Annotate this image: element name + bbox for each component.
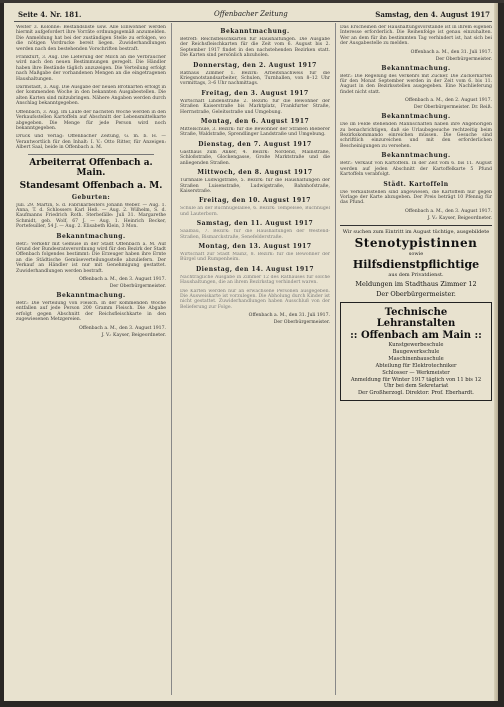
schedule-date: Montag, den 6. August 1917	[200, 118, 310, 126]
schedule-entry: Wirtschaft zur Stadt Mainz, 8. Bezirk: für die Bewohner der Bürgel und Rumpenheim.	[180, 251, 330, 263]
notice-heading: Bekanntmachung.	[220, 28, 290, 35]
schedule-date: Montag, den 13. August 1917	[198, 242, 312, 250]
notice-heading: Bekanntmachung.	[381, 64, 451, 72]
notice-heading: Bekanntmachung.	[56, 232, 126, 240]
ad-title-secondary: Hilfsdienstpflichtige	[352, 257, 480, 271]
notice-date: Offenbach a. M., den 2. August 1917.	[404, 98, 492, 104]
school-title: Technische Lehranstalten	[376, 306, 456, 329]
notice-date: Offenbach a. M., den 3. August 1917.	[404, 208, 492, 214]
ad-conjunction: sowie	[408, 250, 424, 257]
news-paragraph: Weiter 3. Kolonne: Bestandsliste usw. Alle Einwohner werden hiermit aufgefordert ihre Vorräte ordnungsgemäß anzumelden. Die Anmeldung hat bei der zuständigen Stelle zu erfolgen, wo die nötigen Vordrucke bereit liegen. Zuwiderhandlungen werden nach den bestehenden Vorschriften bestraft.	[16, 25, 166, 52]
notice-body: Betr.: Verkauf von Kartoffeln. In der Zeit vom 6. bis 11. August werden auf jeden Abschnitt der Kartoffelkarte 5 Pfund Kartoffeln verabfolgt.	[340, 161, 492, 178]
schedule-entry: Turnhalle Ludwigstraße, 5. Bezirk: für die Haushaltungen der Straßen Luisenstraße, Ludwigstraße, Bahnhofstraße, Kaiserstraße.	[180, 178, 330, 194]
page-header	[14, 9, 492, 22]
council-heading: Arbeiterrat Offenbach a. Main.	[29, 157, 153, 178]
schedule-entry: Mittelschule, 3. Bezirk: für die Bewohner der Straßen Bieberer Straße, Waldstraße, Sprendlinger Landstraße und Umgebung.	[180, 127, 330, 138]
notice-signature: Der Oberbürgermeister.	[273, 320, 330, 326]
notice-date: Offenbach a. M., den 3. August 1917.	[78, 277, 166, 282]
civil-registry-heading: Standesamt Offenbach a. M.	[19, 180, 163, 191]
notice-intro: Betreff: Reichsfleischkarten für Haushaltungen. Die Ausgabe der Reichsfleischkarten für die Zeit vom 6. August bis 2. September 1917 findet in den nachstehenden Bezirken statt. Die Karten sind persönlich abzuholen.	[180, 37, 330, 59]
notice-heading: Bekanntmachung.	[56, 292, 126, 299]
school-department: Maschinenbauschule	[388, 355, 444, 362]
ad-intro: Wir suchen zum Eintritt im August tüchtige, ausgebildete	[342, 228, 490, 235]
ad-contact: Meldungen im Stadthaus Zimmer 12	[355, 279, 477, 288]
school-advertisement	[340, 302, 492, 401]
school-department: Abteilung für Elektrotechniker	[375, 362, 457, 369]
notice-body: Betr.: Die Verteilung von Fleisch. In der kommenden Woche entfallen auf jede Person 200 Gramm Fleisch. Die Abgabe erfolgt gegen Abschnitt der Reichsfleischkarte in den zugewiesenen Metzgereien.	[16, 301, 166, 323]
notice-body: Die Verkaufsstellen sind angewiesen, die Kartoffeln nur gegen Vorlage der Karte abzugeben. Der Preis beträgt 10 Pfennig für das Pfund.	[340, 189, 492, 206]
schedule-date: Dienstag, den 14. August 1917	[195, 265, 315, 273]
schedule-entry: Gasthaus zum Anker, 4. Bezirk: Nordend, Mainstraße, Schloßstraße, Glockengasse, Große Marktstraße und die anliegenden Straßen.	[180, 149, 330, 166]
schedule-date: Mittwoch, den 8. August 1917	[197, 169, 313, 177]
notice-heading: Städt. Kartoffeln	[383, 180, 449, 188]
notice-date: Offenbach a. M., den 3. August 1917.	[78, 325, 166, 331]
schedule-entry: Rathaus Zimmer 1. Bezirk: Arbeitsnachweis für die Kriegsnotstandsarbeiter, Schulen, Turnhallen, von 8–12 Uhr vormittags, 3–6 Uhr nachmittags.	[180, 70, 330, 87]
column-right	[340, 25, 492, 695]
notice-body: Betr.: Die Regelung des Verkehrs mit Zucker. Die Zuckerkarten für den Monat September werden in der Zeit vom 6. bis 11. August in den Bezirksstellen ausgegeben. Eine Nachlieferung findet nicht statt.	[340, 73, 492, 95]
schedule-date: Freitag, den 3. August 1917	[201, 89, 309, 97]
notice-signature: Der Oberbürgermeister.	[435, 56, 492, 62]
school-director: Der Großherzogl. Direktor: Prof. Eberhardt.	[358, 389, 474, 396]
school-department: Schlosser — Werkmeister	[382, 369, 450, 376]
notice-heading: Bekanntmachung.	[381, 113, 451, 121]
school-registration: Anmeldung für Winter 1917 täglich von 11 bis 12 Uhr bei dem Sekretariat	[350, 376, 482, 389]
ad-title: Stenotypistinnen	[354, 235, 478, 250]
schedule-date: Dienstag, den 7. August 1917	[198, 140, 312, 148]
notice-signature: J. V.: Kayser, Beigeordneter.	[427, 215, 492, 221]
notice-date: Offenbach a. M., den 31. Juli 1917.	[410, 49, 492, 55]
news-paragraph: Frankfurt, 3. Aug. Die Lieferung der Milch an die Verbraucher wird nach den neuen Bestimmungen geregelt. Die Händler haben ihre Bestände täglich anzuzeigen. Die Verteilung erfolgt nach Maßgabe der vorhandenen Mengen an die eingetragenen Haushaltungen.	[16, 55, 166, 82]
header-page-number: Seite 4. Nr. 181.	[18, 10, 82, 19]
schedule-entry: Saalbau, 7. Bezirk: für die Haushaltungen der Westend-Straßen, Bismarckstraße, Senefelderstraße.	[180, 229, 330, 240]
notice-body: Betr.: Verkehr mit Gemüse in der Stadt Offenbach a. M. Auf Grund der Bundesratsverordnung wird für den Bezirk der Stadt Offenbach folgendes bestimmt: Die Erzeuger haben ihre Ernte an die Städtische Gemüseverteilungsstelle abzuliefern. Der Verkauf an Händler ist nur mit Genehmigung gestattet. Zuwiderhandlungen werden bestraft.	[16, 241, 166, 274]
page-edge	[494, 3, 498, 701]
notice-continuation: Das Erscheinen der Haushaltungsvorstände ist in ihrem eigenen Interesse erforderlich. Die Reihenfolge ist genau einzuhalten. Wer an dem für ihn bestimmten Tag verhindert ist, hat sich bei der Ausgabestelle zu melden.	[340, 25, 492, 47]
imprint: Druck und Verlag: Offenbacher Zeitung, G. m. b. H. — Verantwortlich für den Inhalt: I. V.: Otto Ritter, für Anzeigen: Albert Saal, beide in Offenbach a. M.	[16, 134, 166, 151]
notice-date: Offenbach a. M., den 31. Juli 1917.	[248, 313, 330, 319]
schedule-entry: Nachträgliche Ausgabe in Zimmer 12 des Rathauses für solche Haushaltungen, die an ihrem Bezirkstag verhindert waren.	[180, 274, 330, 286]
divider	[28, 154, 154, 155]
school-location: :: Offenbach am Main ::	[350, 329, 482, 341]
civil-registry-subheading: Geburten:	[71, 193, 111, 201]
ad-detail: aus dem Privatdienst.	[388, 271, 444, 278]
schedule-date: Freitag, den 10. August 1917	[199, 197, 311, 205]
notice-signature: Der Oberbürgermeister.	[109, 284, 166, 289]
civil-registry-entries: Juli. 29. Martin, S. d. Fabrikarbeiters Johann Weber. — Aug. 1. Anna, T. d. Schlossers Karl Heß. — Aug. 2. Wilhelm, S. d. Kaufmanns Friedrich Roth. Sterbefälle: Juli 31. Margarethe Schmidt, geb. Wolf, 67 J. — Aug. 1. Heinrich Becker, Portefeuiller, 54 J. — Aug. 2. Elisabeth Klein, 3 Mon.	[16, 202, 166, 230]
notice-heading: Bekanntmachung.	[381, 152, 451, 160]
ad-signature: Der Oberbürgermeister.	[376, 289, 456, 298]
schedule-date: Samstag, den 11. August 1917	[196, 220, 314, 228]
column-left	[16, 25, 166, 695]
column-middle	[180, 25, 330, 695]
school-department: Kunstgewerbeschule	[388, 341, 444, 348]
schedule-entry: Schule an der Buchhügelallee, 6. Bezirk: Tempelsee, Buchhügel und Lauterborn.	[180, 206, 330, 217]
school-department: Baugewerkschule	[392, 348, 440, 355]
notice-body: Die im Felde stehenden Mannschaften haben ihre Angehörigen zu benachrichtigen, daß sie Urlaubsgesuche rechtzeitig beim Bezirkskommando einreichen müssen. Die Gesuche sind schriftlich einzureichen und mit den erforderlichen Bescheinigungen zu versehen.	[340, 122, 492, 149]
schedule-date: Donnerstag, den 2. August 1917	[193, 61, 317, 69]
news-paragraph: Darmstadt, 3. Aug. Die Ausgabe der neuen Brotkarten erfolgt in der kommenden Woche in den bekannten Ausgabestellen. Die alten Karten sind mitzubringen. Nähere Angaben werden durch Anschlag bekanntgegeben.	[16, 85, 166, 107]
job-advertisement	[340, 225, 492, 298]
notice-closing: Die Karten werden nur an erwachsene Personen ausgegeben. Die Ausweiskarte ist vorzulegen. Die Abholung durch Kinder ist nicht gestattet. Zuwiderhandlungen haben Ausschluß von der Belieferung zur Folge.	[180, 288, 330, 310]
newspaper-page	[4, 3, 498, 701]
column-divider	[171, 23, 172, 695]
notice-signature: Der Oberbürgermeister. Dr. Reiß.	[413, 105, 492, 111]
schedule-entry: Wirtschaft Lindenstraße 2. Bezirk: für die Bewohner der Straßen Kaiserstraße bis Marktplatz, Frankfurter Straße, Herrnstraße, Geleitsstraße und Umgebung.	[180, 98, 330, 115]
header-date: Samstag, den 4. August 1917	[375, 10, 490, 19]
header-masthead: Offenbacher Zeitung	[214, 10, 288, 18]
notice-signature: J. V.: Kayser, Beigeordneter.	[101, 332, 166, 338]
column-divider	[335, 23, 336, 695]
news-paragraph: Offenbach, 3. Aug. Im Laufe der nächsten Woche werden in den Verkaufsstellen Kartoffeln auf Abschnitt der Lebensmittelkarte abgegeben. Die Menge für jede Person wird noch bekanntgegeben.	[16, 109, 166, 131]
